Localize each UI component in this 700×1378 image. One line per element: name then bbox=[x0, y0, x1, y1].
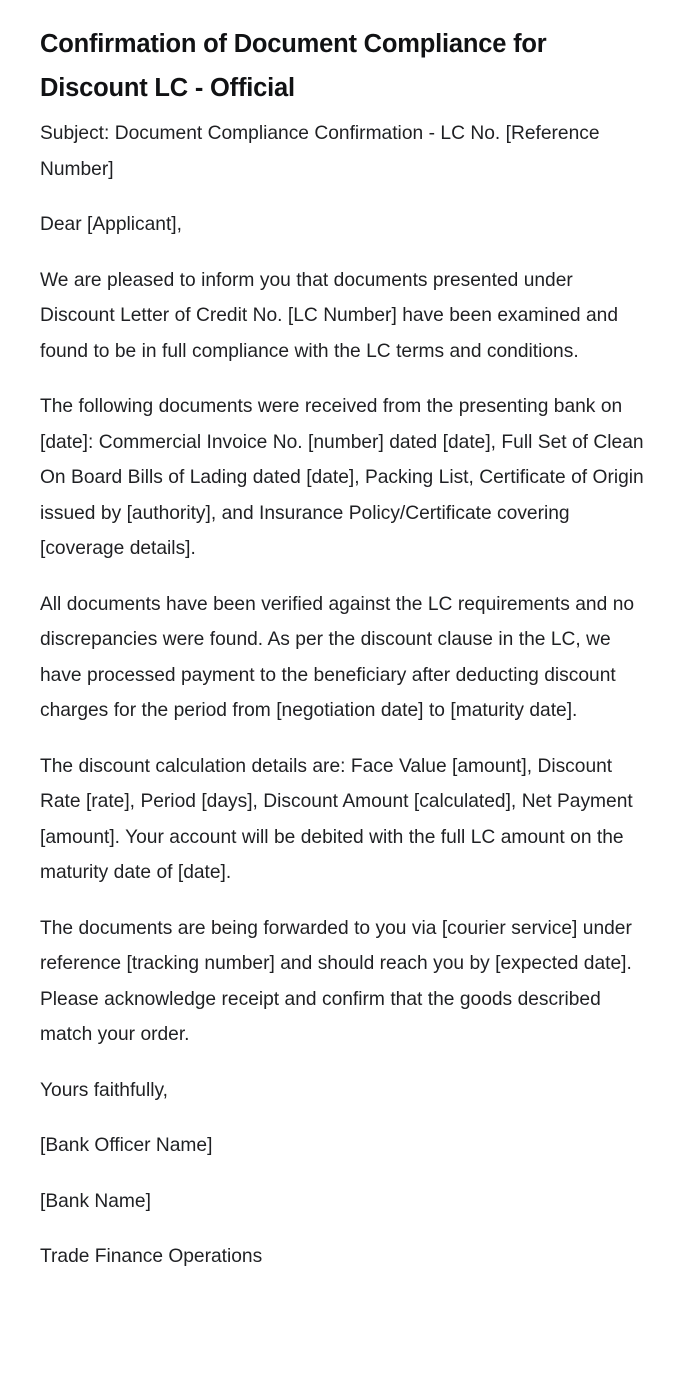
body-paragraph-discount-calculation: The discount calculation details are: Face Value [amount], Discount Rate [rate], Period [days], Discount Amount [calculated], Net Payment [amount]. Your account will be debited with the full LC amount on the maturity date of [date]. bbox=[40, 755, 633, 883]
closing-salutation: Yours faithfully, bbox=[40, 1079, 168, 1101]
salutation: Dear [Applicant], bbox=[40, 214, 182, 235]
body-paragraph-forwarding: The documents are being forwarded to you via [courier service] under reference [tracking number] and should reach you by [expected date]. Please acknowledge receipt and confirm that the goods described match your order. bbox=[40, 917, 632, 1045]
signature-bank-name: [Bank Name] bbox=[40, 1190, 151, 1212]
body-paragraph-documents-received: The following documents were received from the presenting bank on [date]: Commercial Invoice No. [number] dated [date], Full Set of Clean On Board Bills of Lading dated [date], Packing List, Certificate of Origin issued by [authority], and Insurance Policy/Certificate covering [coverage details]. bbox=[40, 396, 644, 559]
subject-line: Subject: Document Compliance Confirmation - LC No. [Reference Number] bbox=[40, 123, 600, 180]
signature-department: Trade Finance Operations bbox=[40, 1246, 263, 1267]
page-title: Confirmation of Document Compliance for Discount LC - Official bbox=[40, 30, 547, 102]
body-paragraph-verification: All documents have been verified against the LC requirements and no discrepancies were found. As per the discount clause in the LC, we have processed payment to the beneficiary after deducting discount charges for the period from [negotiation date] to [maturity date]. bbox=[40, 593, 635, 721]
signature-officer-name: [Bank Officer Name] bbox=[40, 1135, 213, 1156]
body-paragraph-compliance: We are pleased to inform you that documents presented under Discount Letter of Credit No. [LC Number] have been examined and found to be in full compliance with the LC terms and conditions. bbox=[40, 269, 619, 362]
